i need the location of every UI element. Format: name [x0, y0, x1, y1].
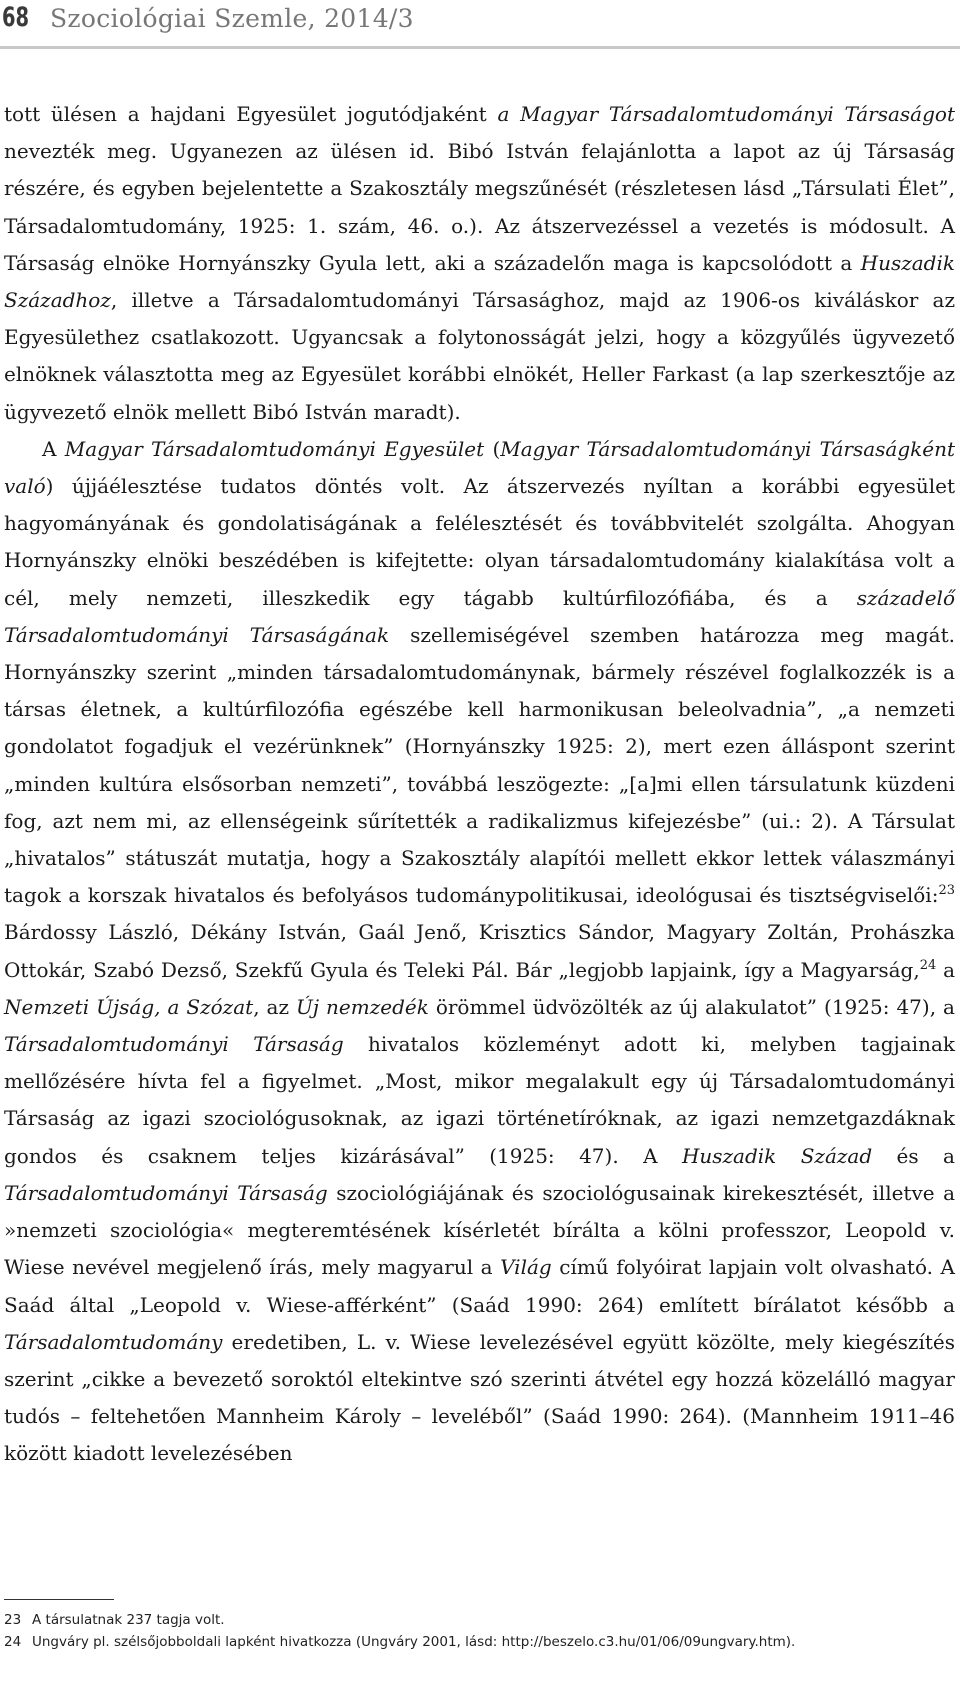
footnote-ref: 24	[919, 957, 937, 973]
text-run: tott ülésen a hajdani Egyesület jogutódjaként	[4, 102, 498, 126]
text-run: hivatalos közleményt adott ki, melyben tagjainak mellőzésére hívta fel a figyelmet. „Most, mikor megalakult egy új Társadalomtudományi Társaság az igazi szociológusoknak, az igazi történetíróknak, az igazi nemzetgazdáknak gondos és csaknem teljes kizárásával” (1925: 47). A	[4, 1032, 955, 1168]
text-run: ) újjáélesztése tudatos döntés volt. Az átszervezés nyíltan a korábbi egyesület hagyományának és gondolatiságának a felélesztését és továbbvitelét szolgálta. Ahogyan Hornyánszky elnöki beszédében is kifejtette: olyan társadalomtudomány kialakítása volt a cél, mely nemzeti, illeszkedik egy tágabb kultúrfilozófiába, és a	[4, 474, 955, 610]
running-header	[0, 0, 960, 49]
text-run: , az	[253, 994, 296, 1019]
text-run: szellemiségével szemben határozza meg magát. Hornyánszky szerint „minden társadalomtudománynak, bármely részével foglalkozzék is a társas életnek, a kultúrfilozófia egészébe kell harmonikusan beleolvadnia”, „a nemzeti gondolatot fogadjuk el vezérünknek” (Hornyánszky 1925: 2), mert ezen álláspont szerint „minden kultúra elsősorban nemzeti”, továbbá leszögezte: „[a]mi ellen társulatunk küzdeni fog, azt nem mi, az ellenségeink sűrítették a radikalizmus kifejezésbe” (ui.: 2). A Társulat „hivatalos” státuszát mutatja, hogy a Szakosztály alapítói mellett ekkor lettek válaszmányi tagok a korszak hivatalos és befolyásos tudománypolitikusai, ideológusai és tisztségviselői:	[4, 622, 955, 908]
italic-text: Új nemzedék	[295, 994, 429, 1019]
italic-text: Társadalomtudományi Társaság	[4, 1032, 344, 1057]
page-number: 68	[2, 2, 30, 33]
footnote-separator	[4, 1599, 114, 1600]
italic-text: Társadalomtudományi Társaság	[4, 1180, 328, 1205]
text-run: A	[42, 436, 65, 461]
footnote-24	[4, 1631, 955, 1653]
text-run: nevezték meg. Ugyanezen az ülésen id. Bibó István felajánlotta a lapot az új Társaság részére, és egyben bejelentette a Szakosztály megszűnését (részletesen lásd „Társulati Élet”, Társadalomtudomány, 1925: 1. szám, 46. o.). Az átszervezéssel a vezetés is módosult. A Társaság elnöke Hornyánszky Gyula lett, aki a századelőn maga is kapcsolódott a	[4, 139, 955, 275]
paragraph-2	[4, 431, 955, 1473]
italic-text: Magyar Társadalomtudományi Egyesület	[64, 436, 485, 461]
italic-text: Magyar Társadalomtudományi Társaságként való	[4, 436, 956, 499]
article-body	[4, 96, 955, 1473]
footnote-ref: 23	[938, 883, 955, 899]
italic-text: Huszadik Század	[681, 1143, 873, 1168]
text-run: a	[936, 957, 956, 982]
footnote-23	[4, 1609, 955, 1631]
footnote-text: A társulatnak 237 tagja volt.	[32, 1612, 225, 1628]
italic-text: századelő Társadalomtudományi Társaságának	[4, 585, 955, 647]
italic-text: Nemzeti Újság, a Szózat	[4, 994, 254, 1019]
text-run: (	[484, 436, 501, 461]
text-run: eredetiben, L. v. Wiese levelezésével együtt közölte, mely kiegészítés szerint „cikke a bevezető soroktól eltekintve szó szerinti átvétel egy hozzá közelálló magyar tudós – feltehetően Mannheim Károly – leveléből” (Saád 1990: 264). (Mannheim 1911–46 között kiadott levelezésében	[4, 1329, 955, 1466]
italic-text: Társadalomtudomány	[4, 1329, 223, 1354]
footnotes	[4, 1609, 955, 1653]
italic-text: Huszadik Századhoz	[4, 250, 955, 313]
paragraph-1	[4, 96, 955, 431]
footnote-text: Ungváry pl. szélsőjobboldali lapként hivatkozza (Ungváry 2001, lásd: http://beszelo.c3.hu/01/06/09ungvary.htm).	[32, 1634, 796, 1650]
text-run: című folyóirat lapjain volt olvasható. A Saád által „Leopold v. Wiese-afférként” (Saád 1990: 264) említett bírálatot később a	[4, 1255, 955, 1317]
footnote-number: 24	[4, 1634, 22, 1650]
journal-title: Szociológiai Szemle, 2014/3	[50, 4, 414, 33]
text-run: és a	[872, 1143, 955, 1168]
text-run: szociológiájának és szociológusainak kirekesztését, illetve a »nemzeti szociológia« megteremtésének kísérletét bírálta a kölni professzor, Leopold v. Wiese nevével megjelenő írás, mely magyarul a	[4, 1180, 955, 1280]
footnote-number: 23	[4, 1612, 22, 1628]
text-run: örömmel üdvözölték az új alakulatot” (1925: 47), a	[428, 994, 955, 1019]
italic-text: a Magyar Társadalomtudományi Társaságot	[497, 102, 955, 126]
text-run: Bárdossy László, Dékány István, Gaál Jenő, Krisztics Sándor, Magyary Zoltán, Prohászka Ottokár, Szabó Dezső, Szekfű Gyula és Teleki Pál. Bár „legjobb lapjaink, így a Magyarság,	[4, 920, 955, 982]
italic-text: Világ	[500, 1255, 552, 1280]
text-run: , illetve a Társadalomtudományi Társasághoz, majd az 1906-os kiváláskor az Egyesülethez csatlakozott. Ugyancsak a folytonosságát jelzi, hogy a közgyűlés ügyvezető elnöknek választotta meg az Egyesület korábbi elnökét, Heller Farkast (a lap szerkesztője az ügyvezető elnök mellett Bibó István maradt).	[4, 288, 955, 424]
